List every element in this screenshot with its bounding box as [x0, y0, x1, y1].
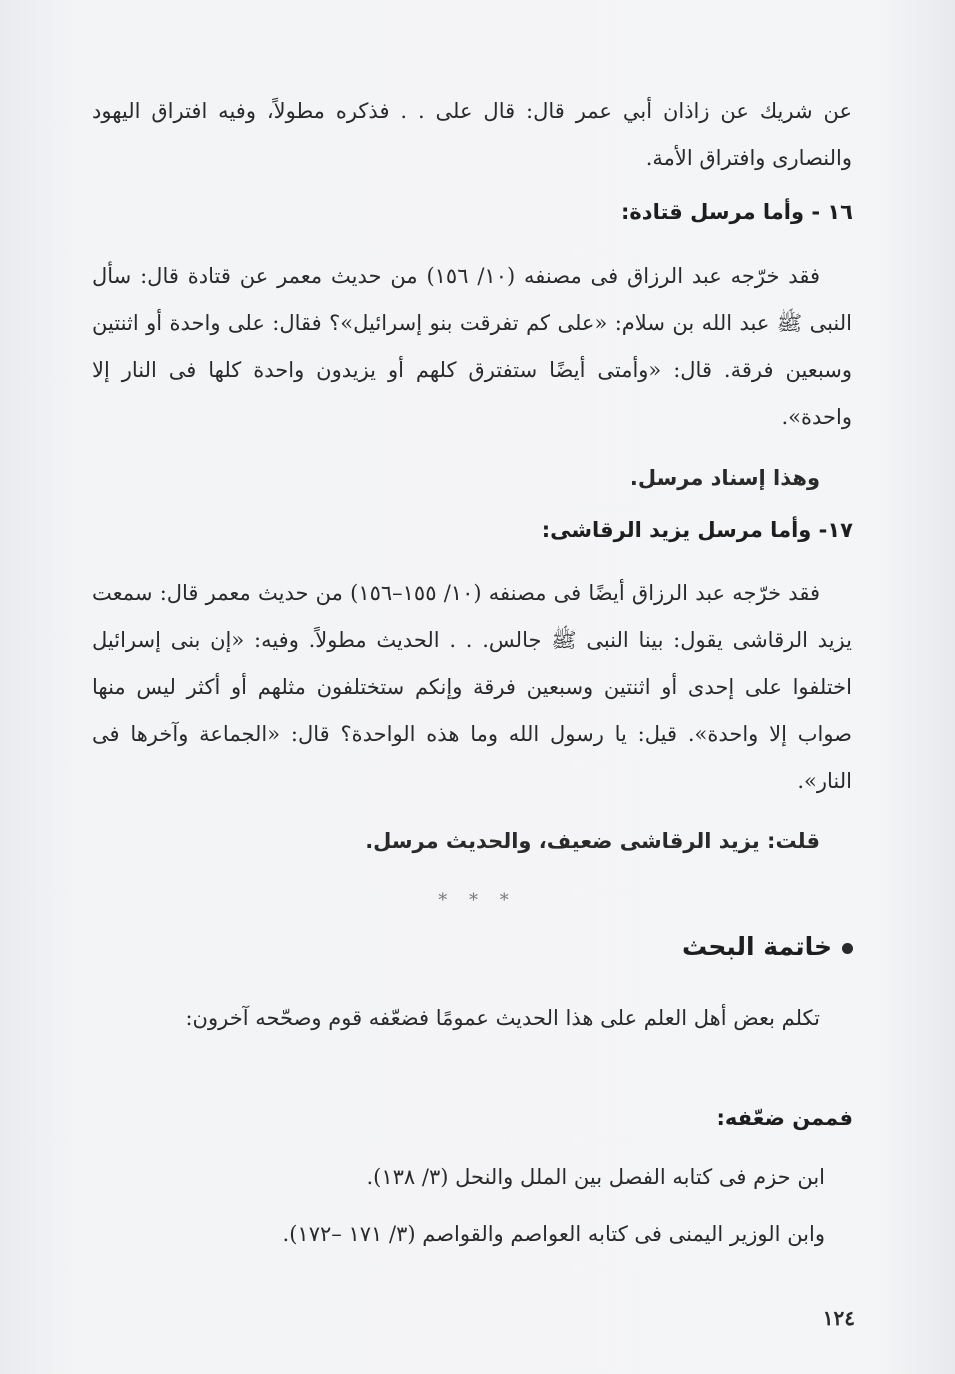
page-number: ١٢٤: [822, 1306, 855, 1330]
paragraph-raqashi-weak: قلت: يزيد الرقاشى ضعيف، والحديث مرسل.: [365, 829, 820, 853]
reference-ibn-hazm: ابن حزم فى كتابه الفصل بين الملل والنحل (٣/ ١٣٨).: [366, 1165, 825, 1189]
paragraph-mursal-isnad: وهذا إسناد مرسل.: [629, 466, 820, 490]
heading-weakeners: فممن ضعّفه:: [716, 1106, 853, 1130]
section-title-conclusion: [682, 932, 853, 961]
paragraph-scholars: تكلم بعض أهل العلم على هذا الحديث عمومًا فضعّفه قوم وصحّحه آخرون:: [185, 1006, 820, 1030]
paragraph-raqashi: فقد خرّجه عبد الرزاق أيضًا فى مصنفه (١٠/ ١٥٥–١٥٦) من حديث معمر قال: سمعت يزيد الرقاشى يقول: بينا النبى ﷺ جالس. . . الحديث مطولاً. وفيه: «إن بنى إسرائيل اختلفوا على إحدى أو اثنتين وسبعين فرقة وإنكم ستختلفون مثلهم أو أكثر ليس منها صواب إلا واحدة». قيل: يا رسول الله وما هذه الواحدة؟ قال: «الجماعة وآخرها فى النار».: [92, 581, 852, 793]
section-separator: * * *: [438, 890, 517, 911]
paragraph-qatada: فقد خرّجه عبد الرزاق فى مصنفه (١٠/ ١٥٦) من حديث معمر عن قتادة قال: سأل النبى ﷺ عبد الله بن سلام: «على كم تفرقت بنو إسرائيل»؟ فقال: على واحدة أو اثنتين وسبعين فرقة. قال: «وأمتى أيضًا ستفترق كلهم أو يزيدون واحدة كلها فى النار إلا واحدة».: [92, 264, 852, 429]
bullet-icon: [842, 943, 853, 954]
paragraph-zadhan: عن شريك عن زاذان أبي عمر قال: قال على . . فذكره مطولاً، وفيه افتراق اليهود والنصارى وافتراق الأمة.: [92, 99, 852, 170]
heading-mursal-raqashi: ١٧- وأما مرسل يزيد الرقاشى:: [541, 518, 853, 542]
heading-mursal-qatada: ١٦ - وأما مرسل قتادة:: [621, 200, 853, 224]
reference-ibn-wazir: وابن الوزير اليمنى فى كتابه العواصم والقواصم (٣/ ١٧١ –١٧٢).: [282, 1222, 825, 1246]
section-title-text: خاتمة البحث: [681, 932, 832, 961]
